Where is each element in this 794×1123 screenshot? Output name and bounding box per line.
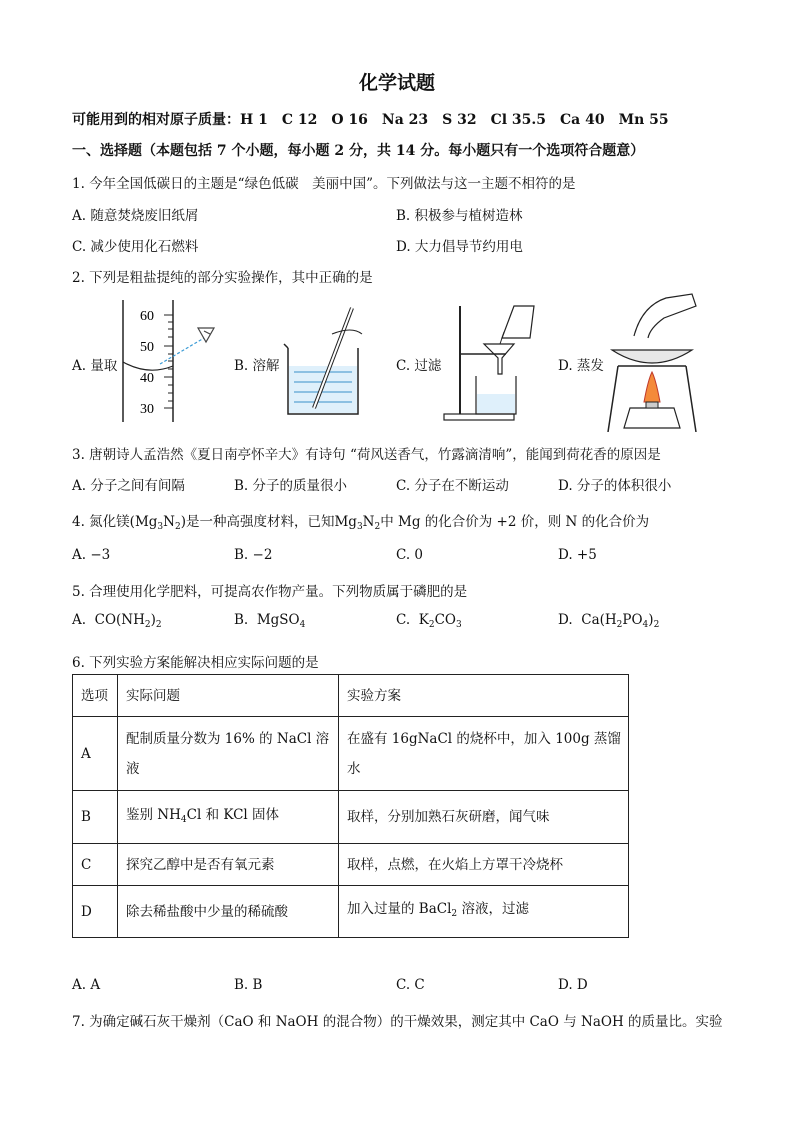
- table-cell: 探究乙醇中是否有氧元素: [118, 844, 339, 886]
- table-cell: C: [73, 844, 118, 886]
- question-5-stem: 5. 合理使用化学肥料，可提高农作物产量。下列物质属于磷肥的是: [72, 584, 468, 600]
- table-cell: 加入过量的 BaCl$_2$ 溶液，过滤: [339, 886, 629, 938]
- table-cell: 鉴别 $NH_4Cl$ 和 KCl 固体: [118, 791, 339, 844]
- tick-label: 60: [140, 309, 154, 324]
- table-cell: 配制质量分数为 16% 的 NaCl 溶 液: [118, 717, 339, 791]
- graduated-cylinder-figure: [120, 298, 220, 424]
- table-cell: 在盛有 16gNaCl 的烧杯中，加入 100g 蒸馏 水: [339, 717, 629, 791]
- table-row: [73, 717, 629, 791]
- q2-option-a: A. 量取: [72, 358, 118, 374]
- q5-option-a: A. $CO(NH_2)_2$: [72, 612, 162, 630]
- q5-option-d: D. $Ca(H_2PO_4)_2$: [558, 612, 660, 630]
- evaporation-figure: [604, 292, 700, 432]
- q2-option-b: B. 溶解: [234, 358, 280, 374]
- filtration-figure: [442, 298, 542, 424]
- q5-option-b: B. MgSO$_4$: [234, 612, 306, 630]
- table-header-row: [73, 675, 629, 717]
- q6-option-b: B. B: [234, 977, 263, 993]
- table-header: 选项: [73, 675, 118, 717]
- table-cell: D: [73, 886, 118, 938]
- q3-option-c: C. 分子在不断运动: [396, 478, 509, 494]
- q4-option-b: B. −2: [234, 547, 273, 563]
- q3-option-d: D. 分子的体积很小: [558, 478, 672, 494]
- table-row: [73, 791, 629, 844]
- table-row: [73, 886, 629, 938]
- experiment-table: [72, 674, 629, 938]
- beaker-stirring-figure: [280, 304, 370, 418]
- q6-option-c: C. C: [396, 977, 425, 993]
- question-7-stem: 7. 为确定碱石灰干燥剂（CaO 和 NaOH 的混合物）的干燥效果，测定其中 CaO 与 NaOH 的质量比。实验: [72, 1014, 723, 1030]
- q1-option-d: D. 大力倡导节约用电: [396, 239, 523, 255]
- table-cell: 取样，点燃，在火焰上方罩干冷烧杯: [339, 844, 629, 886]
- question-1-stem: 1. 今年全国低碳日的主题是“绿色低碳 美丽中国”。下列做法与这一主题不相符的是: [72, 176, 576, 192]
- table-row: [73, 844, 629, 886]
- question-2-stem: 2. 下列是粗盐提纯的部分实验操作，其中正确的是: [72, 270, 373, 286]
- tick-label: 30: [140, 402, 154, 417]
- q5-option-c: C. $K_2CO_3$: [396, 612, 462, 630]
- table-header: 实验方案: [339, 675, 629, 717]
- q4-option-a: A. −3: [72, 547, 111, 563]
- q3-option-b: B. 分子的质量很小: [234, 478, 348, 494]
- q4-option-d: D. +5: [558, 547, 597, 563]
- table-cell: 除去稀盐酸中少量的稀硫酸: [118, 886, 339, 938]
- q1-option-a: A. 随意焚烧废旧纸屑: [72, 208, 199, 224]
- question-6-stem: 6. 下列实验方案能解决相应实际问题的是: [72, 655, 319, 671]
- question-3-stem: 3. 唐朝诗人孟浩然《夏日南亭怀辛大》有诗句 “荷风送香气，竹露滴清响”，能闻到荷花香的原因是: [72, 447, 661, 463]
- section-heading: 一、选择题（本题包括 7 个小题，每小题 2 分，共 14 分。每小题只有一个选项符合题意）: [72, 143, 645, 159]
- q1-option-b: B. 积极参与植树造林: [396, 208, 523, 224]
- tick-label: 50: [140, 340, 154, 355]
- table-cell: B: [73, 791, 118, 844]
- q2-option-d: D. 蒸发: [558, 358, 604, 374]
- q6-option-a: A. A: [72, 977, 101, 993]
- table-cell: A: [73, 717, 118, 791]
- tick-label: 40: [140, 371, 154, 386]
- question-4-stem: 4. 氮化镁$(Mg_3N_2)$是一种高强度材料，已知$Mg_3N_2$中 Mg 的化合价为 +2 价，则 N 的化合价为: [72, 514, 650, 532]
- q4-option-c: C. 0: [396, 547, 424, 563]
- table-header: 实际问题: [118, 675, 339, 717]
- q6-option-d: D. D: [558, 977, 588, 993]
- page-title: 化学试题: [358, 72, 435, 94]
- atomic-mass-line: 可能用到的相对原子质量：H 1 C 12 O 16 Na 23 S 32 Cl 35.5 Ca 40 Mn 55: [72, 112, 669, 128]
- q3-option-a: A. 分子之间有间隔: [72, 478, 185, 494]
- q2-option-c: C. 过滤: [396, 358, 442, 374]
- q1-option-c: C. 减少使用化石燃料: [72, 239, 199, 255]
- table-cell: 取样，分别加熟石灰研磨，闻气味: [339, 791, 629, 844]
